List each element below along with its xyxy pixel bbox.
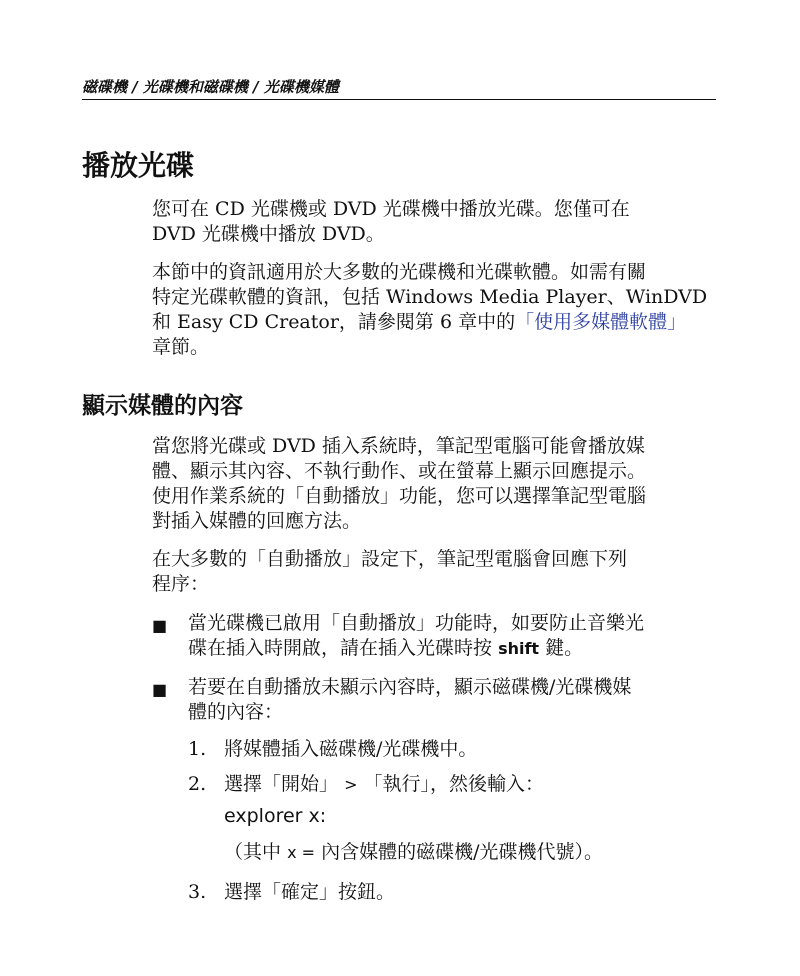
step-number: 3. [188, 881, 207, 903]
text-segment: 「執行」，然後輸入： [363, 773, 545, 795]
paragraph-play-intro [152, 197, 717, 247]
text-line: 章節。 [152, 336, 210, 358]
greater-than-symbol: > [344, 775, 358, 794]
text-line: 程序： [152, 573, 210, 595]
bullet-item-show-content [188, 675, 718, 725]
text-line: 對插入媒體的回應方法。 [152, 510, 362, 532]
bullet-item-shift [188, 611, 718, 661]
text-line: 體的內容： [188, 701, 284, 723]
text-line: 體、顯示其內容、不執行動作、或在螢幕上顯示回應提示。 [152, 460, 647, 482]
bullet-marker: ■ [152, 680, 168, 699]
text-line: 若要在自動播放未顯示內容時，顯示磁碟機/光碟機媒 [188, 676, 632, 698]
text-segment: （其中 [224, 841, 282, 863]
shift-key: shift [498, 639, 540, 658]
drive-variable: x = [287, 843, 316, 862]
section-title-play-disc: 播放光碟 [82, 149, 195, 182]
text-segment: 選擇「開始」 [224, 773, 339, 795]
step-insert-media: 將媒體插入磁碟機/光碟機中。 [224, 738, 478, 760]
text-segment: 內含媒體的磁碟機/光碟機代號）。 [321, 841, 603, 863]
step-note [224, 840, 603, 865]
text-segment: 和 Easy CD Creator，請參閱第 6 章中的 [152, 311, 516, 333]
paragraph-autoplay-intro [152, 434, 717, 534]
text-line: 您可在 CD 光碟機或 DVD 光碟機中播放光碟。您僅可在 [152, 198, 630, 220]
step-number: 2. [188, 773, 207, 795]
breadcrumb: 磁碟機 / 光碟機和磁碟機 / 光碟機媒體 [82, 78, 339, 96]
step-confirm: 選擇「確定」按鈕。 [224, 881, 396, 903]
command-explorer: explorer x: [224, 805, 327, 827]
text-line: 當您將光碟或 DVD 插入系統時，筆記型電腦可能會播放媒 [152, 435, 645, 457]
bullet-marker: ■ [152, 616, 168, 635]
text-line: 在大多數的「自動播放」設定下，筆記型電腦會回應下列 [152, 548, 628, 570]
header-divider [82, 99, 716, 100]
text-line: 本節中的資訊適用於大多數的光碟機和光碟軟體。如需有關 [152, 261, 647, 283]
text-line: 使用作業系統的「自動播放」功能，您可以選擇筆記型電腦 [152, 485, 647, 507]
step-number: 1. [188, 738, 207, 760]
text-line: 當光碟機已啟用「自動播放」功能時，如要防止音樂光 [188, 612, 645, 634]
multimedia-software-link[interactable]: 「使用多媒體軟體」 [515, 311, 687, 333]
text-segment: 鍵。 [545, 637, 584, 659]
step-run-command [224, 772, 544, 797]
paragraph-autoplay-settings [152, 547, 717, 597]
text-segment: 碟在插入時開啟，請在插入光碟時按 [188, 637, 493, 659]
section-title-show-media: 顯示媒體的內容 [82, 393, 243, 419]
paragraph-software-info [152, 260, 717, 360]
text-line: DVD 光碟機中播放 DVD。 [152, 223, 385, 245]
text-line: 特定光碟軟體的資訊，包括 Windows Media Player、WinDVD [152, 286, 708, 308]
text-line [152, 310, 717, 335]
text-line [188, 636, 718, 661]
